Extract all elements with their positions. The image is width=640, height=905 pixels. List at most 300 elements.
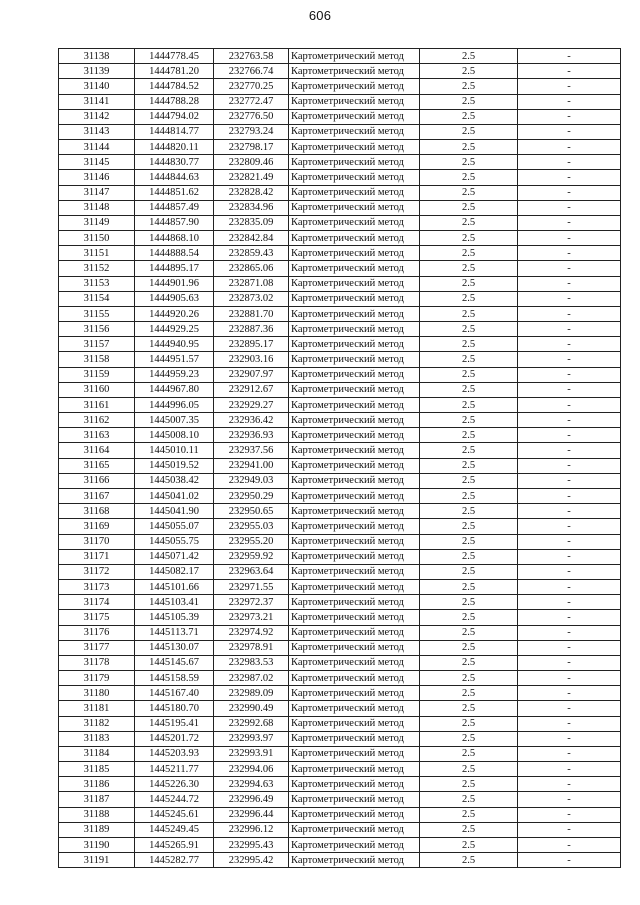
point-number-cell: 31138 <box>59 49 135 64</box>
note-cell: - <box>518 595 621 610</box>
table-row <box>59 215 621 230</box>
note-cell: - <box>518 519 621 534</box>
x-coordinate-cell: 1445145.67 <box>135 655 214 670</box>
accuracy-cell: 2.5 <box>420 291 518 306</box>
accuracy-cell: 2.5 <box>420 610 518 625</box>
point-number-cell: 31174 <box>59 595 135 610</box>
point-number-cell: 31190 <box>59 837 135 852</box>
point-number-cell: 31170 <box>59 534 135 549</box>
table-row <box>59 49 621 64</box>
point-number-cell: 31171 <box>59 549 135 564</box>
y-coordinate-cell: 232992.68 <box>214 716 289 731</box>
point-number-cell: 31169 <box>59 519 135 534</box>
y-coordinate-cell: 232950.29 <box>214 488 289 503</box>
method-cell: Картометрический метод <box>289 109 420 124</box>
method-cell: Картометрический метод <box>289 306 420 321</box>
note-cell: - <box>518 261 621 276</box>
table-row <box>59 853 621 868</box>
point-number-cell: 31157 <box>59 337 135 352</box>
note-cell: - <box>518 322 621 337</box>
point-number-cell: 31191 <box>59 853 135 868</box>
method-cell: Картометрический метод <box>289 185 420 200</box>
note-cell: - <box>518 185 621 200</box>
accuracy-cell: 2.5 <box>420 640 518 655</box>
note-cell: - <box>518 473 621 488</box>
point-number-cell: 31165 <box>59 458 135 473</box>
note-cell: - <box>518 701 621 716</box>
method-cell: Картометрический метод <box>289 671 420 686</box>
y-coordinate-cell: 232950.65 <box>214 504 289 519</box>
point-number-cell: 31185 <box>59 762 135 777</box>
method-cell: Картометрический метод <box>289 610 420 625</box>
method-cell: Картометрический метод <box>289 64 420 79</box>
point-number-cell: 31176 <box>59 625 135 640</box>
note-cell: - <box>518 777 621 792</box>
x-coordinate-cell: 1444920.26 <box>135 306 214 321</box>
x-coordinate-cell: 1445195.41 <box>135 716 214 731</box>
y-coordinate-cell: 232973.21 <box>214 610 289 625</box>
accuracy-cell: 2.5 <box>420 337 518 352</box>
table-row <box>59 291 621 306</box>
note-cell: - <box>518 488 621 503</box>
note-cell: - <box>518 504 621 519</box>
coordinates-table <box>58 48 621 868</box>
point-number-cell: 31158 <box>59 352 135 367</box>
table-row <box>59 746 621 761</box>
point-number-cell: 31182 <box>59 716 135 731</box>
accuracy-cell: 2.5 <box>420 428 518 443</box>
method-cell: Картометрический метод <box>289 155 420 170</box>
y-coordinate-cell: 232993.91 <box>214 746 289 761</box>
point-number-cell: 31172 <box>59 564 135 579</box>
x-coordinate-cell: 1445245.61 <box>135 807 214 822</box>
accuracy-cell: 2.5 <box>420 595 518 610</box>
y-coordinate-cell: 232828.42 <box>214 185 289 200</box>
x-coordinate-cell: 1445105.39 <box>135 610 214 625</box>
accuracy-cell: 2.5 <box>420 49 518 64</box>
coordinates-table-body <box>59 49 621 868</box>
table-row <box>59 185 621 200</box>
point-number-cell: 31154 <box>59 291 135 306</box>
table-row <box>59 261 621 276</box>
x-coordinate-cell: 1445203.93 <box>135 746 214 761</box>
accuracy-cell: 2.5 <box>420 124 518 139</box>
x-coordinate-cell: 1445113.71 <box>135 625 214 640</box>
point-number-cell: 31163 <box>59 428 135 443</box>
method-cell: Картометрический метод <box>289 443 420 458</box>
table-row <box>59 534 621 549</box>
point-number-cell: 31175 <box>59 610 135 625</box>
accuracy-cell: 2.5 <box>420 413 518 428</box>
accuracy-cell: 2.5 <box>420 534 518 549</box>
accuracy-cell: 2.5 <box>420 79 518 94</box>
accuracy-cell: 2.5 <box>420 170 518 185</box>
table-row <box>59 382 621 397</box>
method-cell: Картометрический метод <box>289 170 420 185</box>
method-cell: Картометрический метод <box>289 367 420 382</box>
method-cell: Картометрический метод <box>289 686 420 701</box>
table-row <box>59 322 621 337</box>
method-cell: Картометрический метод <box>289 837 420 852</box>
note-cell: - <box>518 291 621 306</box>
y-coordinate-cell: 232887.36 <box>214 322 289 337</box>
table-row <box>59 64 621 79</box>
y-coordinate-cell: 232903.16 <box>214 352 289 367</box>
point-number-cell: 31141 <box>59 94 135 109</box>
accuracy-cell: 2.5 <box>420 185 518 200</box>
x-coordinate-cell: 1445249.45 <box>135 822 214 837</box>
point-number-cell: 31166 <box>59 473 135 488</box>
x-coordinate-cell: 1444901.96 <box>135 276 214 291</box>
point-number-cell: 31179 <box>59 671 135 686</box>
x-coordinate-cell: 1445082.17 <box>135 564 214 579</box>
x-coordinate-cell: 1445071.42 <box>135 549 214 564</box>
table-row <box>59 473 621 488</box>
table-row <box>59 155 621 170</box>
y-coordinate-cell: 232996.12 <box>214 822 289 837</box>
table-row <box>59 306 621 321</box>
point-number-cell: 31150 <box>59 231 135 246</box>
table-row <box>59 276 621 291</box>
accuracy-cell: 2.5 <box>420 837 518 852</box>
y-coordinate-cell: 232989.09 <box>214 686 289 701</box>
note-cell: - <box>518 124 621 139</box>
table-row <box>59 231 621 246</box>
table-row <box>59 777 621 792</box>
method-cell: Картометрический метод <box>289 716 420 731</box>
x-coordinate-cell: 1445055.75 <box>135 534 214 549</box>
note-cell: - <box>518 671 621 686</box>
point-number-cell: 31144 <box>59 140 135 155</box>
table-row <box>59 564 621 579</box>
note-cell: - <box>518 170 621 185</box>
method-cell: Картометрический метод <box>289 322 420 337</box>
y-coordinate-cell: 232936.42 <box>214 413 289 428</box>
table-row <box>59 443 621 458</box>
note-cell: - <box>518 246 621 261</box>
point-number-cell: 31152 <box>59 261 135 276</box>
y-coordinate-cell: 232959.92 <box>214 549 289 564</box>
x-coordinate-cell: 1444940.95 <box>135 337 214 352</box>
x-coordinate-cell: 1445007.35 <box>135 413 214 428</box>
table-row <box>59 625 621 640</box>
note-cell: - <box>518 686 621 701</box>
note-cell: - <box>518 94 621 109</box>
y-coordinate-cell: 232994.06 <box>214 762 289 777</box>
table-row <box>59 610 621 625</box>
y-coordinate-cell: 232937.56 <box>214 443 289 458</box>
note-cell: - <box>518 155 621 170</box>
accuracy-cell: 2.5 <box>420 853 518 868</box>
note-cell: - <box>518 413 621 428</box>
table-row <box>59 79 621 94</box>
note-cell: - <box>518 640 621 655</box>
y-coordinate-cell: 232873.02 <box>214 291 289 306</box>
x-coordinate-cell: 1444868.10 <box>135 231 214 246</box>
point-number-cell: 31181 <box>59 701 135 716</box>
accuracy-cell: 2.5 <box>420 443 518 458</box>
accuracy-cell: 2.5 <box>420 519 518 534</box>
point-number-cell: 31151 <box>59 246 135 261</box>
table-row <box>59 246 621 261</box>
y-coordinate-cell: 232859.43 <box>214 246 289 261</box>
y-coordinate-cell: 232881.70 <box>214 306 289 321</box>
table-row <box>59 655 621 670</box>
accuracy-cell: 2.5 <box>420 155 518 170</box>
note-cell: - <box>518 458 621 473</box>
accuracy-cell: 2.5 <box>420 625 518 640</box>
accuracy-cell: 2.5 <box>420 276 518 291</box>
point-number-cell: 31164 <box>59 443 135 458</box>
x-coordinate-cell: 1445041.02 <box>135 488 214 503</box>
table-row <box>59 807 621 822</box>
method-cell: Картометрический метод <box>289 822 420 837</box>
accuracy-cell: 2.5 <box>420 504 518 519</box>
y-coordinate-cell: 232949.03 <box>214 473 289 488</box>
y-coordinate-cell: 232912.67 <box>214 382 289 397</box>
note-cell: - <box>518 610 621 625</box>
x-coordinate-cell: 1445226.30 <box>135 777 214 792</box>
point-number-cell: 31168 <box>59 504 135 519</box>
x-coordinate-cell: 1444820.11 <box>135 140 214 155</box>
accuracy-cell: 2.5 <box>420 488 518 503</box>
x-coordinate-cell: 1444830.77 <box>135 155 214 170</box>
x-coordinate-cell: 1445041.90 <box>135 504 214 519</box>
x-coordinate-cell: 1444857.49 <box>135 200 214 215</box>
note-cell: - <box>518 564 621 579</box>
accuracy-cell: 2.5 <box>420 261 518 276</box>
note-cell: - <box>518 655 621 670</box>
y-coordinate-cell: 232772.47 <box>214 94 289 109</box>
accuracy-cell: 2.5 <box>420 686 518 701</box>
x-coordinate-cell: 1444967.80 <box>135 382 214 397</box>
method-cell: Картометрический метод <box>289 792 420 807</box>
accuracy-cell: 2.5 <box>420 655 518 670</box>
table-row <box>59 792 621 807</box>
y-coordinate-cell: 232798.17 <box>214 140 289 155</box>
table-row <box>59 413 621 428</box>
table-row <box>59 549 621 564</box>
accuracy-cell: 2.5 <box>420 367 518 382</box>
point-number-cell: 31186 <box>59 777 135 792</box>
method-cell: Картометрический метод <box>289 215 420 230</box>
method-cell: Картометрический метод <box>289 488 420 503</box>
x-coordinate-cell: 1444951.57 <box>135 352 214 367</box>
method-cell: Картометрический метод <box>289 428 420 443</box>
y-coordinate-cell: 232842.84 <box>214 231 289 246</box>
accuracy-cell: 2.5 <box>420 746 518 761</box>
note-cell: - <box>518 352 621 367</box>
table-row <box>59 170 621 185</box>
x-coordinate-cell: 1445010.11 <box>135 443 214 458</box>
x-coordinate-cell: 1445055.07 <box>135 519 214 534</box>
point-number-cell: 31156 <box>59 322 135 337</box>
method-cell: Картометрический метод <box>289 49 420 64</box>
table-row <box>59 200 621 215</box>
x-coordinate-cell: 1444996.05 <box>135 397 214 412</box>
accuracy-cell: 2.5 <box>420 246 518 261</box>
point-number-cell: 31167 <box>59 488 135 503</box>
table-row <box>59 595 621 610</box>
method-cell: Картометрический метод <box>289 655 420 670</box>
method-cell: Картометрический метод <box>289 595 420 610</box>
method-cell: Картометрический метод <box>289 731 420 746</box>
note-cell: - <box>518 443 621 458</box>
x-coordinate-cell: 1445158.59 <box>135 671 214 686</box>
x-coordinate-cell: 1444778.45 <box>135 49 214 64</box>
table-row <box>59 337 621 352</box>
note-cell: - <box>518 215 621 230</box>
x-coordinate-cell: 1444794.02 <box>135 109 214 124</box>
method-cell: Картометрический метод <box>289 79 420 94</box>
note-cell: - <box>518 49 621 64</box>
method-cell: Картометрический метод <box>289 519 420 534</box>
method-cell: Картометрический метод <box>289 231 420 246</box>
accuracy-cell: 2.5 <box>420 352 518 367</box>
note-cell: - <box>518 276 621 291</box>
point-number-cell: 31149 <box>59 215 135 230</box>
y-coordinate-cell: 232974.92 <box>214 625 289 640</box>
point-number-cell: 31180 <box>59 686 135 701</box>
y-coordinate-cell: 232793.24 <box>214 124 289 139</box>
y-coordinate-cell: 232995.43 <box>214 837 289 852</box>
accuracy-cell: 2.5 <box>420 200 518 215</box>
x-coordinate-cell: 1445103.41 <box>135 595 214 610</box>
x-coordinate-cell: 1445019.52 <box>135 458 214 473</box>
method-cell: Картометрический метод <box>289 473 420 488</box>
table-row <box>59 367 621 382</box>
method-cell: Картометрический метод <box>289 458 420 473</box>
y-coordinate-cell: 232972.37 <box>214 595 289 610</box>
table-row <box>59 397 621 412</box>
note-cell: - <box>518 625 621 640</box>
table-row <box>59 124 621 139</box>
y-coordinate-cell: 232871.08 <box>214 276 289 291</box>
note-cell: - <box>518 746 621 761</box>
x-coordinate-cell: 1444929.25 <box>135 322 214 337</box>
accuracy-cell: 2.5 <box>420 94 518 109</box>
point-number-cell: 31184 <box>59 746 135 761</box>
table-row <box>59 428 621 443</box>
y-coordinate-cell: 232990.49 <box>214 701 289 716</box>
method-cell: Картометрический метод <box>289 246 420 261</box>
x-coordinate-cell: 1445244.72 <box>135 792 214 807</box>
accuracy-cell: 2.5 <box>420 64 518 79</box>
table-row <box>59 837 621 852</box>
y-coordinate-cell: 232936.93 <box>214 428 289 443</box>
note-cell: - <box>518 731 621 746</box>
x-coordinate-cell: 1444814.77 <box>135 124 214 139</box>
point-number-cell: 31177 <box>59 640 135 655</box>
table-row <box>59 519 621 534</box>
point-number-cell: 31140 <box>59 79 135 94</box>
note-cell: - <box>518 853 621 868</box>
y-coordinate-cell: 232941.00 <box>214 458 289 473</box>
method-cell: Картометрический метод <box>289 504 420 519</box>
table-row <box>59 109 621 124</box>
method-cell: Картометрический метод <box>289 701 420 716</box>
method-cell: Картометрический метод <box>289 382 420 397</box>
x-coordinate-cell: 1445038.42 <box>135 473 214 488</box>
accuracy-cell: 2.5 <box>420 822 518 837</box>
y-coordinate-cell: 232996.49 <box>214 792 289 807</box>
point-number-cell: 31159 <box>59 367 135 382</box>
accuracy-cell: 2.5 <box>420 701 518 716</box>
table-row <box>59 686 621 701</box>
accuracy-cell: 2.5 <box>420 792 518 807</box>
accuracy-cell: 2.5 <box>420 231 518 246</box>
note-cell: - <box>518 64 621 79</box>
point-number-cell: 31188 <box>59 807 135 822</box>
note-cell: - <box>518 337 621 352</box>
y-coordinate-cell: 232809.46 <box>214 155 289 170</box>
note-cell: - <box>518 762 621 777</box>
point-number-cell: 31153 <box>59 276 135 291</box>
method-cell: Картометрический метод <box>289 276 420 291</box>
table-row <box>59 458 621 473</box>
note-cell: - <box>518 367 621 382</box>
x-coordinate-cell: 1444959.23 <box>135 367 214 382</box>
method-cell: Картометрический метод <box>289 746 420 761</box>
y-coordinate-cell: 232770.25 <box>214 79 289 94</box>
y-coordinate-cell: 232983.53 <box>214 655 289 670</box>
note-cell: - <box>518 231 621 246</box>
accuracy-cell: 2.5 <box>420 762 518 777</box>
y-coordinate-cell: 232763.58 <box>214 49 289 64</box>
table-row <box>59 140 621 155</box>
accuracy-cell: 2.5 <box>420 731 518 746</box>
method-cell: Картометрический метод <box>289 261 420 276</box>
method-cell: Картометрический метод <box>289 397 420 412</box>
x-coordinate-cell: 1444781.20 <box>135 64 214 79</box>
method-cell: Картометрический метод <box>289 625 420 640</box>
x-coordinate-cell: 1445008.10 <box>135 428 214 443</box>
accuracy-cell: 2.5 <box>420 397 518 412</box>
y-coordinate-cell: 232994.63 <box>214 777 289 792</box>
accuracy-cell: 2.5 <box>420 322 518 337</box>
table-row <box>59 640 621 655</box>
y-coordinate-cell: 232963.64 <box>214 564 289 579</box>
x-coordinate-cell: 1444857.90 <box>135 215 214 230</box>
method-cell: Картометрический метод <box>289 564 420 579</box>
accuracy-cell: 2.5 <box>420 306 518 321</box>
table-row <box>59 671 621 686</box>
y-coordinate-cell: 232929.27 <box>214 397 289 412</box>
table-row <box>59 731 621 746</box>
y-coordinate-cell: 232987.02 <box>214 671 289 686</box>
method-cell: Картометрический метод <box>289 853 420 868</box>
y-coordinate-cell: 232996.44 <box>214 807 289 822</box>
note-cell: - <box>518 79 621 94</box>
accuracy-cell: 2.5 <box>420 458 518 473</box>
point-number-cell: 31147 <box>59 185 135 200</box>
table-row <box>59 762 621 777</box>
x-coordinate-cell: 1445180.70 <box>135 701 214 716</box>
method-cell: Картометрический метод <box>289 580 420 595</box>
point-number-cell: 31139 <box>59 64 135 79</box>
note-cell: - <box>518 549 621 564</box>
accuracy-cell: 2.5 <box>420 671 518 686</box>
point-number-cell: 31160 <box>59 382 135 397</box>
point-number-cell: 31187 <box>59 792 135 807</box>
y-coordinate-cell: 232955.03 <box>214 519 289 534</box>
accuracy-cell: 2.5 <box>420 716 518 731</box>
point-number-cell: 31189 <box>59 822 135 837</box>
accuracy-cell: 2.5 <box>420 564 518 579</box>
point-number-cell: 31183 <box>59 731 135 746</box>
table-row <box>59 504 621 519</box>
point-number-cell: 31142 <box>59 109 135 124</box>
